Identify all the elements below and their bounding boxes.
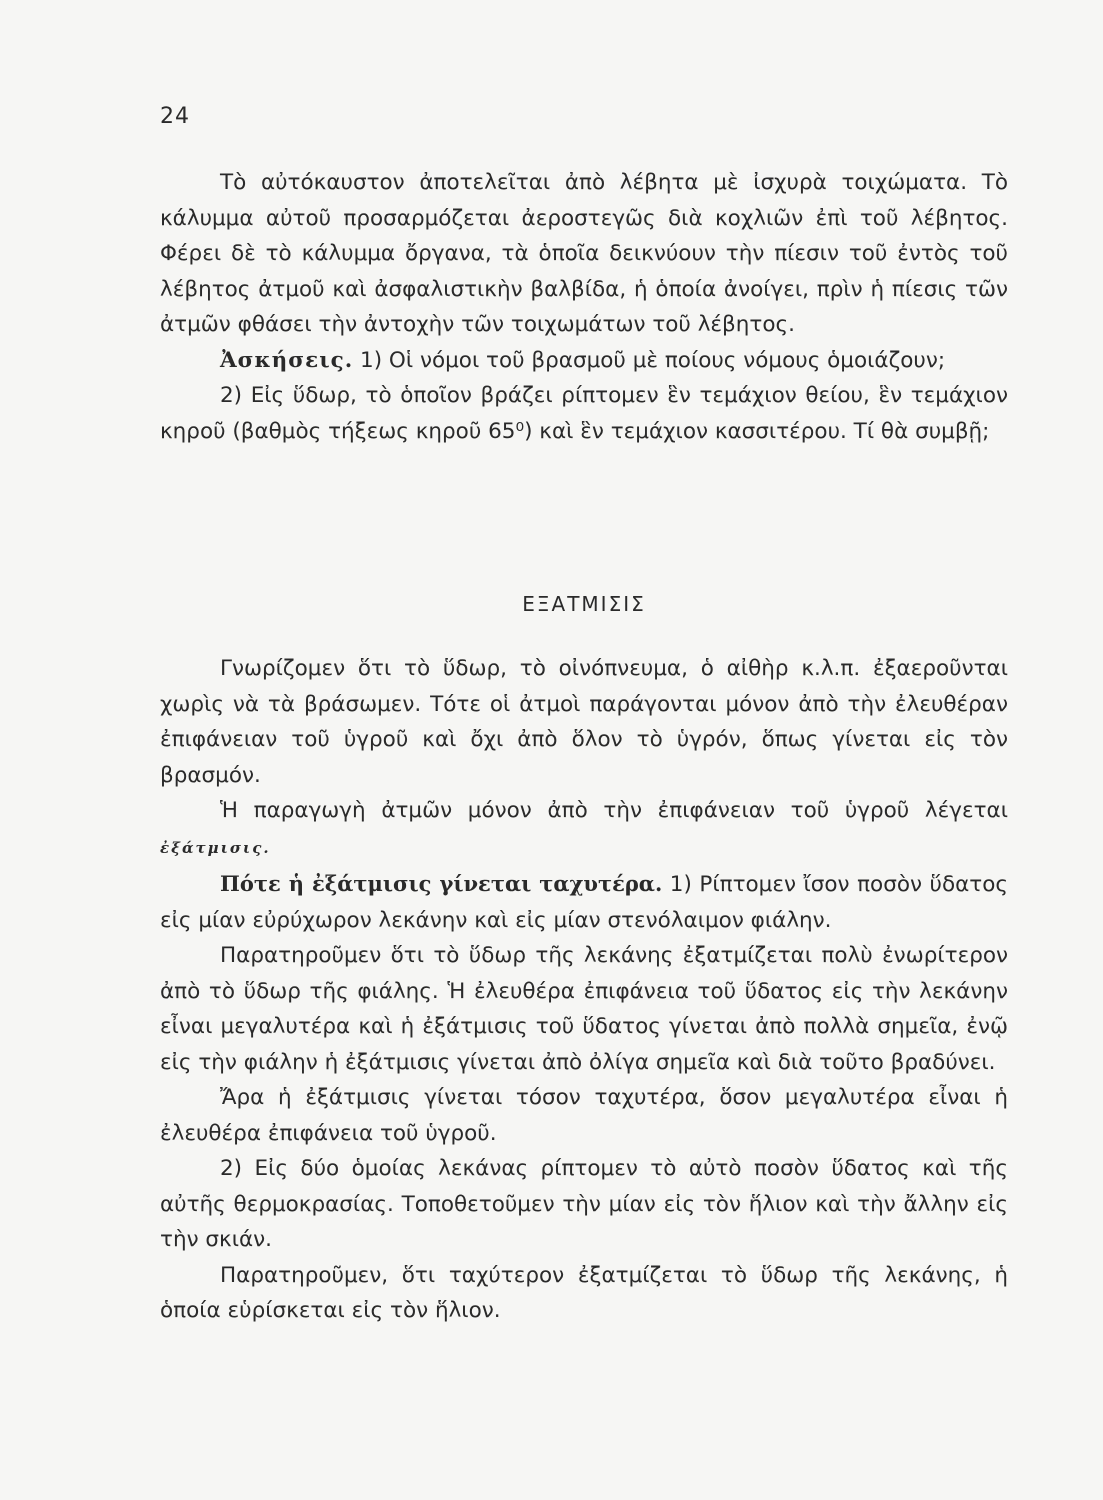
paragraph-definition (160, 793, 1008, 866)
exercise-question-1: 1) Οἱ νόμοι τοῦ βρασμοῦ μὲ ποίους νόμους ὁμοιάζουν; (353, 347, 946, 373)
experiment-1-text: 1) Ρίπτομεν ἴσον ποσὸν ὕδατος εἰς μίαν εὐρύχωρον λεκάνην καὶ εἰς μίαν στενόλαιμον φιάλην. (160, 872, 1008, 933)
paragraph-autoclave: Τὸ αὐτόκαυστον ἀποτελεῖται ἀπὸ λέβητα μὲ ἰσχυρὰ τοιχώματα. Τὸ κάλυμμα αὐτοῦ προσαρμόζεται ἀεροστεγῶς διὰ κοχλιῶν ἐπὶ τοῦ λέβητος. Φέρει δὲ τὸ κάλυμμα ὄργανα, τὰ ὁποῖα δεικνύουν τὴν πίεσιν τοῦ ἐντὸς τοῦ λέβητος ἀτμοῦ καὶ ἀσφαλιστικὴν βαλβίδα, ἡ ὁποία ἀνοίγει, πρὶν ἡ πίεσις τῶν ἀτμῶν φθάσει τὴν ἀντοχὴν τῶν τοιχωμάτων τοῦ λέβητος. (160, 170, 1008, 337)
body-text-upper (160, 165, 1008, 449)
paragraph-conclusion: Ἄρα ἡ ἐξάτμισις γίνεται τόσον ταχυτέρα, ὅσον μεγαλυτέρα εἶναι ἡ ἐλευθέρα ἐπιφάνεια τοῦ ὑγροῦ. (160, 1085, 1008, 1146)
section-heading: ΕΞΑΤΜΙΣΙΣ (522, 592, 646, 616)
paragraph-observation-2: Παρατηροῦμεν, ὅτι ταχύτερον ἐξατμίζεται τὸ ὕδωρ τῆς λεκάνης, ἡ ὁποία εὑρίσκεται εἰς τὸν ἥλιον. (160, 1262, 1008, 1323)
paragraph-exercises (160, 343, 1008, 379)
paragraph-observation-1: Παρατηροῦμεν ὅτι τὸ ὕδωρ τῆς λεκάνης ἐξατμίζεται πολὺ ἐνωρίτερον ἀπὸ τὸ ὕδωρ τῆς φιάλης. Ἡ ἐλευθέρα ἐπιφάνεια τοῦ ὕδατος εἰς τὴν λεκάνην εἶναι μεγαλυτέρα καὶ ἡ ἐξάτμισις τοῦ ὕδατος γίνεται ἀπὸ πολλὰ σημεῖα, ἐνῷ εἰς τὴν φιάλην ἡ ἐξάτμισις γίνεται ἀπὸ ὀλίγα σημεῖα καὶ διὰ τοῦτο βραδύνει. (160, 943, 1008, 1075)
paragraph-experiment-2: 2) Εἰς δύο ὁμοίας λεκάνας ρίπτομεν τὸ αὐτὸ ποσὸν ὕδατος καὶ τῆς αὐτῆς θερμοκρασίας. Τοποθετοῦμεν τὴν μίαν εἰς τὸν ἥλιον καὶ τὴν ἄλλην εἰς τὴν σκιάν. (160, 1156, 1008, 1252)
paragraph-evaporation-intro: Γνωρίζομεν ὅτι τὸ ὕδωρ, τὸ οἰνόπνευμα, ὁ αἰθὴρ κ.λ.π. ἐξαεροῦνται χωρὶς νὰ τὰ βράσωμεν. Τότε οἱ ἀτμοὶ παράγονται μόνον ἀπὸ τὴν ἐλευθέραν ἐπιφάνειαν τοῦ ὑγροῦ καὶ ὄχι ἀπὸ ὅλον τὸ ὑγρόν, ὅπως γίνεται εἰς τὸν βρασμόν. (160, 656, 1008, 788)
experiment-heading: Πότε ἡ ἐξάτμισις γίνεται ταχυτέρα. (220, 871, 663, 896)
paragraph-exercise-2: 2) Εἰς ὕδωρ, τὸ ὁποῖον βράζει ρίπτομεν ἓν τεμάχιον θείου, ἓν τεμάχιον κηροῦ (βαθμὸς τήξεως κηροῦ 65⁰) καὶ ἓν τεμάχιον κασσιτέρου. Τί θὰ συμβῇ; (160, 383, 1008, 444)
definition-text: Ἡ παραγωγὴ ἀτμῶν μόνον ἀπὸ τὴν ἐπιφάνειαν τοῦ ὑγροῦ λέγεται (220, 798, 1008, 823)
paragraph-experiment-1 (160, 866, 1008, 938)
definition-term: ἐξάτμισις. (160, 838, 271, 857)
body-text-lower (160, 651, 1008, 1329)
page-number: 24 (160, 104, 190, 129)
exercises-label: Ἀσκήσεις. (220, 347, 354, 373)
